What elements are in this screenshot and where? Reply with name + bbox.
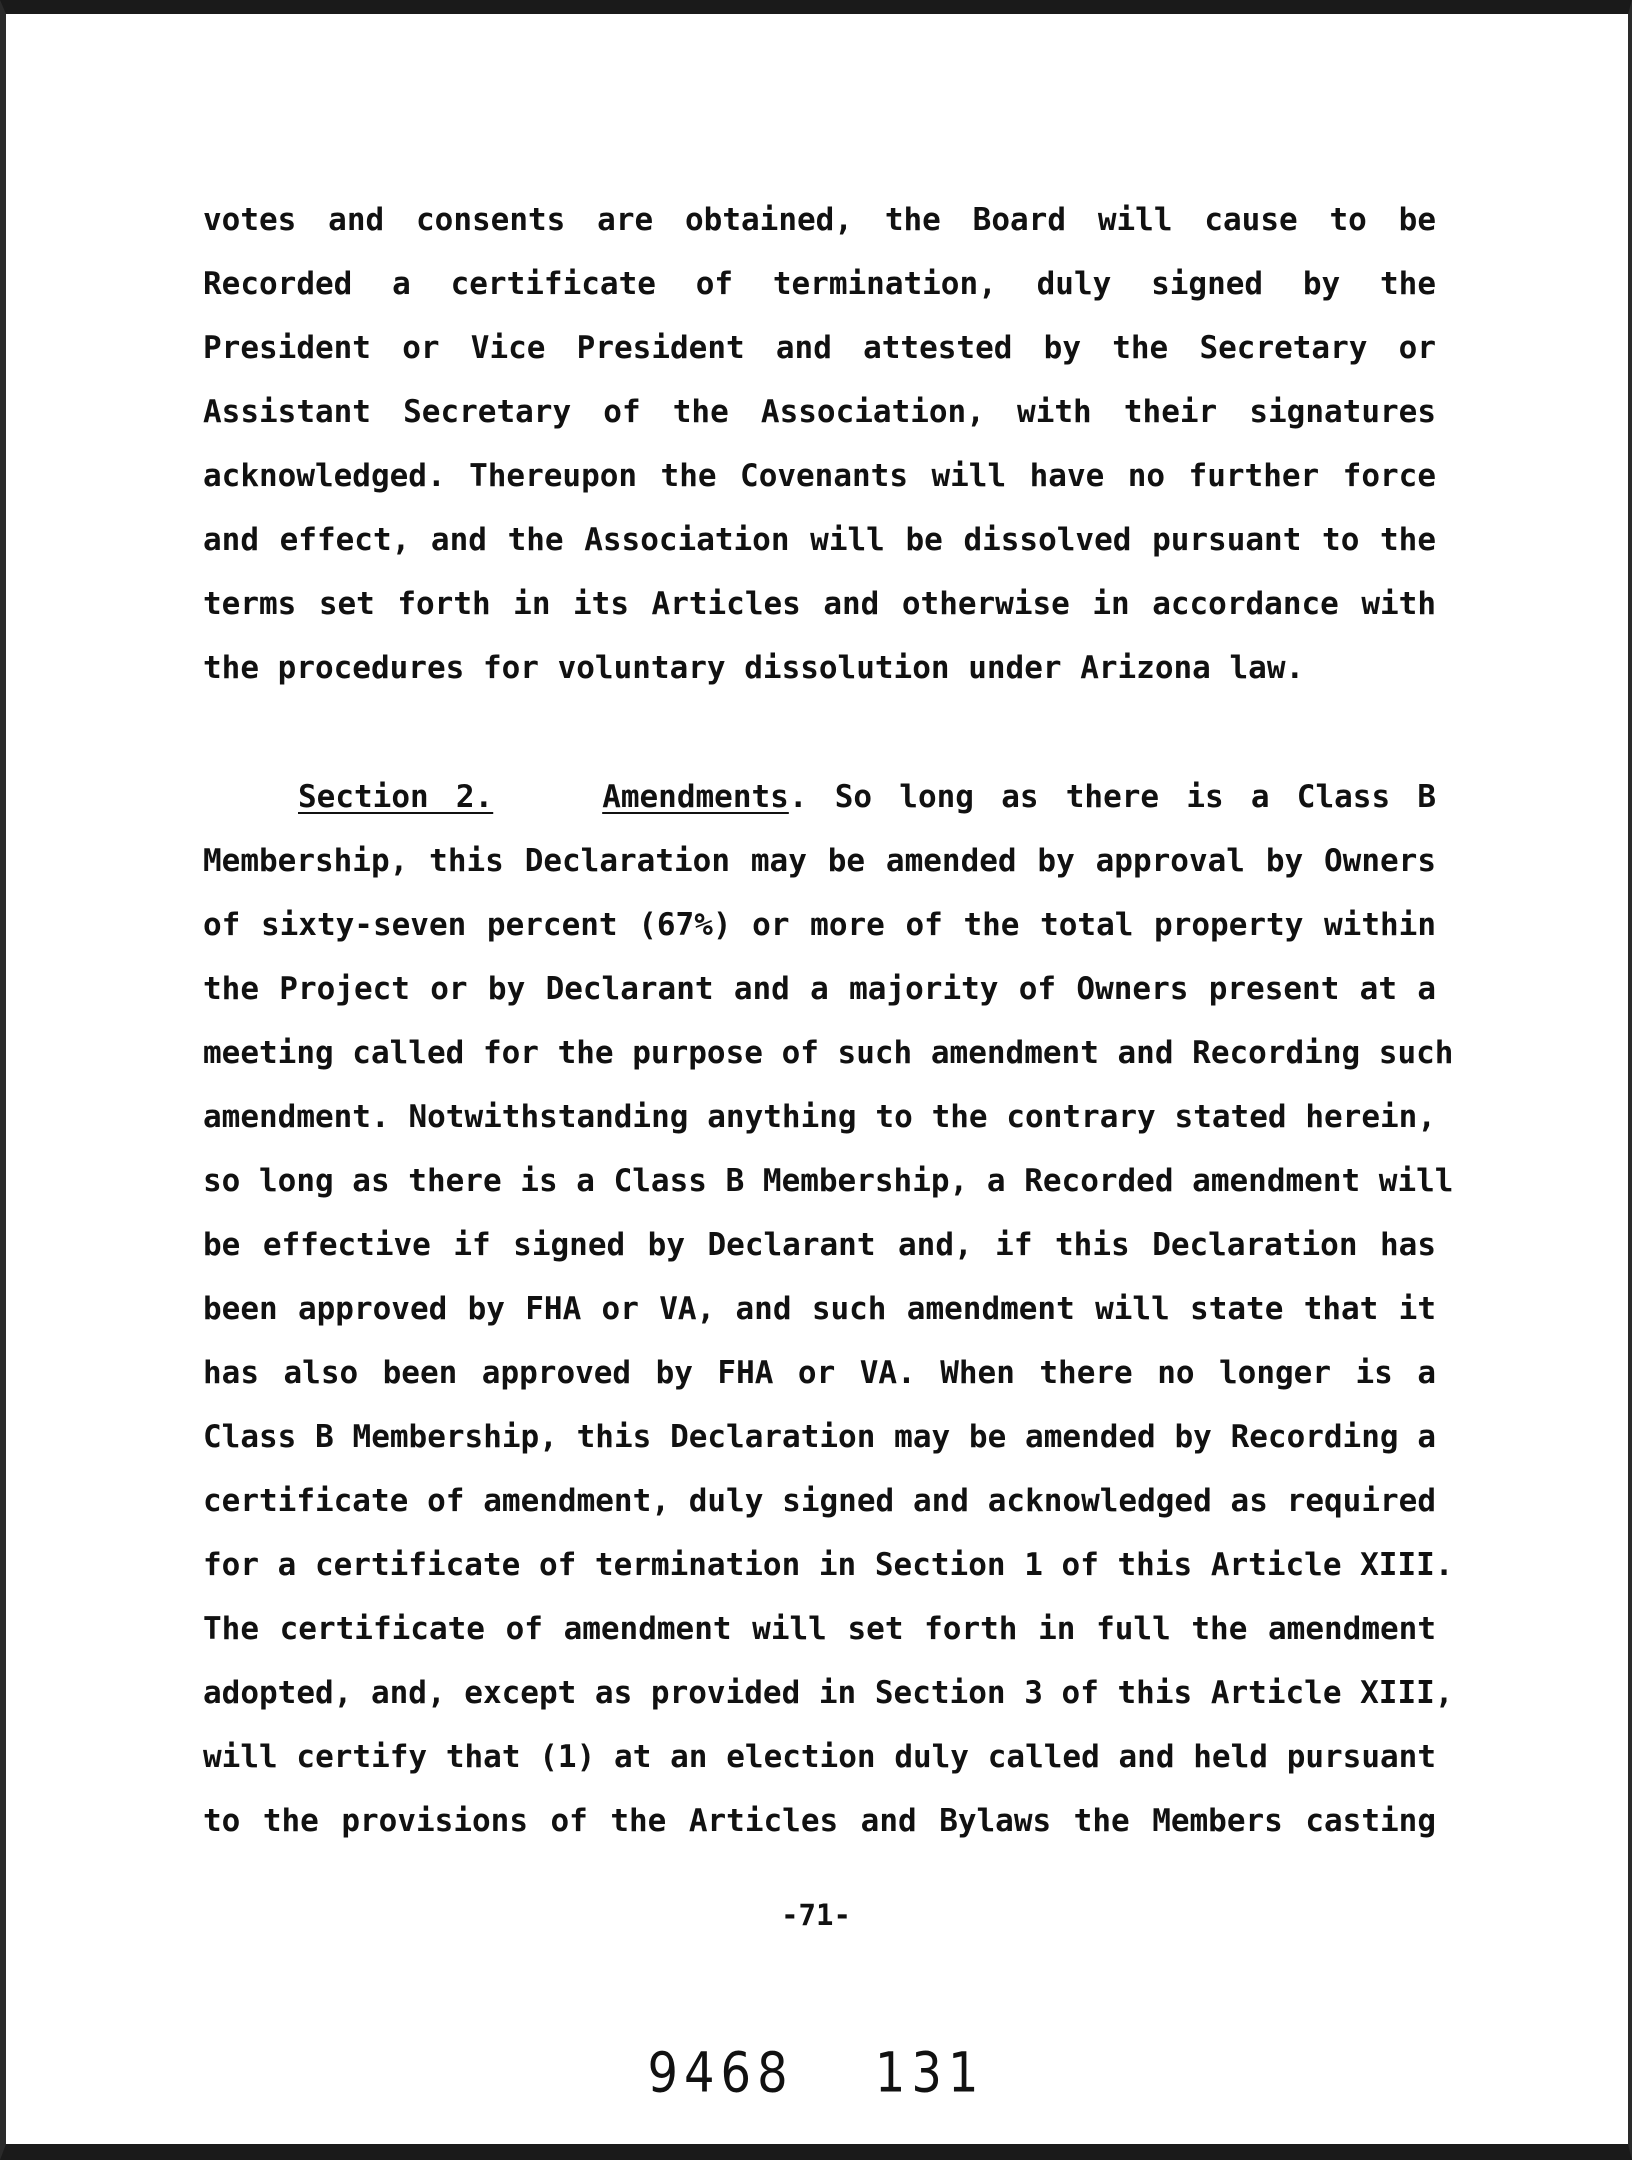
section-title: Amendments: [602, 779, 789, 815]
paragraph-line: Membership, this Declaration may be amended by approval by Owners: [203, 843, 1436, 879]
paragraph-line: Assistant Secretary of the Association, with their signatures: [203, 394, 1436, 430]
paragraph-line: adopted, and, except as provided in Section 3 of this Article XIII,: [203, 1675, 1454, 1711]
section-heading-line: [203, 765, 1436, 829]
paragraph-line: to the provisions of the Articles and Bylaws the Members casting: [203, 1803, 1436, 1839]
paragraph-amendments: [203, 765, 1454, 1853]
paragraph-line: terms set forth in its Articles and otherwise in accordance with: [203, 586, 1436, 622]
paragraph-line: The certificate of amendment will set forth in full the amendment: [203, 1611, 1436, 1647]
paragraph-line: of sixty-seven percent (67%) or more of the total property within: [203, 907, 1436, 943]
paragraph-line: so long as there is a Class B Membership, a Recorded amendment will: [203, 1163, 1454, 1199]
recording-stamp: [0, 2041, 1632, 2105]
paragraph-line: the Project or by Declarant and a majority of Owners present at a: [203, 971, 1436, 1007]
paragraph-line: meeting called for the purpose of such amendment and Recording such: [203, 1035, 1454, 1071]
stamp-book-number: 9468: [647, 2040, 794, 2106]
paragraph-line: votes and consents are obtained, the Board will cause to be: [203, 202, 1436, 238]
paragraph-line: acknowledged. Thereupon the Covenants will have no further force: [203, 458, 1436, 494]
paragraph-line: and effect, and the Association will be dissolved pursuant to the: [203, 522, 1436, 558]
paragraph-line: will certify that (1) at an election duly called and held pursuant: [203, 1739, 1436, 1775]
paragraph-termination: [203, 188, 1436, 700]
paragraph-line: for a certificate of termination in Section 1 of this Article XIII.: [203, 1547, 1454, 1583]
paragraph-line: be effective if signed by Declarant and, if this Declaration has: [203, 1227, 1436, 1263]
section-first-line: . So long as there is a Class B: [788, 779, 1437, 815]
page-number: -71-: [781, 1898, 851, 1932]
paragraph-line: been approved by FHA or VA, and such amendment will state that it: [203, 1291, 1436, 1327]
section-label: Section 2.: [298, 779, 494, 815]
paragraph-line: certificate of amendment, duly signed and acknowledged as required: [203, 1483, 1436, 1519]
paragraph-line: has also been approved by FHA or VA. When there no longer is a: [203, 1355, 1436, 1391]
paragraph-line: Recorded a certificate of termination, duly signed by the: [203, 266, 1436, 302]
paragraph-line: Class B Membership, this Declaration may be amended by Recording a: [203, 1419, 1436, 1455]
paragraph-line: President or Vice President and attested by the Secretary or: [203, 330, 1436, 366]
paragraph-line: the procedures for voluntary dissolution under Arizona law.: [203, 650, 1305, 686]
stamp-page-number: 131: [874, 2040, 985, 2106]
paragraph-line: amendment. Notwithstanding anything to the contrary stated herein,: [203, 1099, 1436, 1135]
